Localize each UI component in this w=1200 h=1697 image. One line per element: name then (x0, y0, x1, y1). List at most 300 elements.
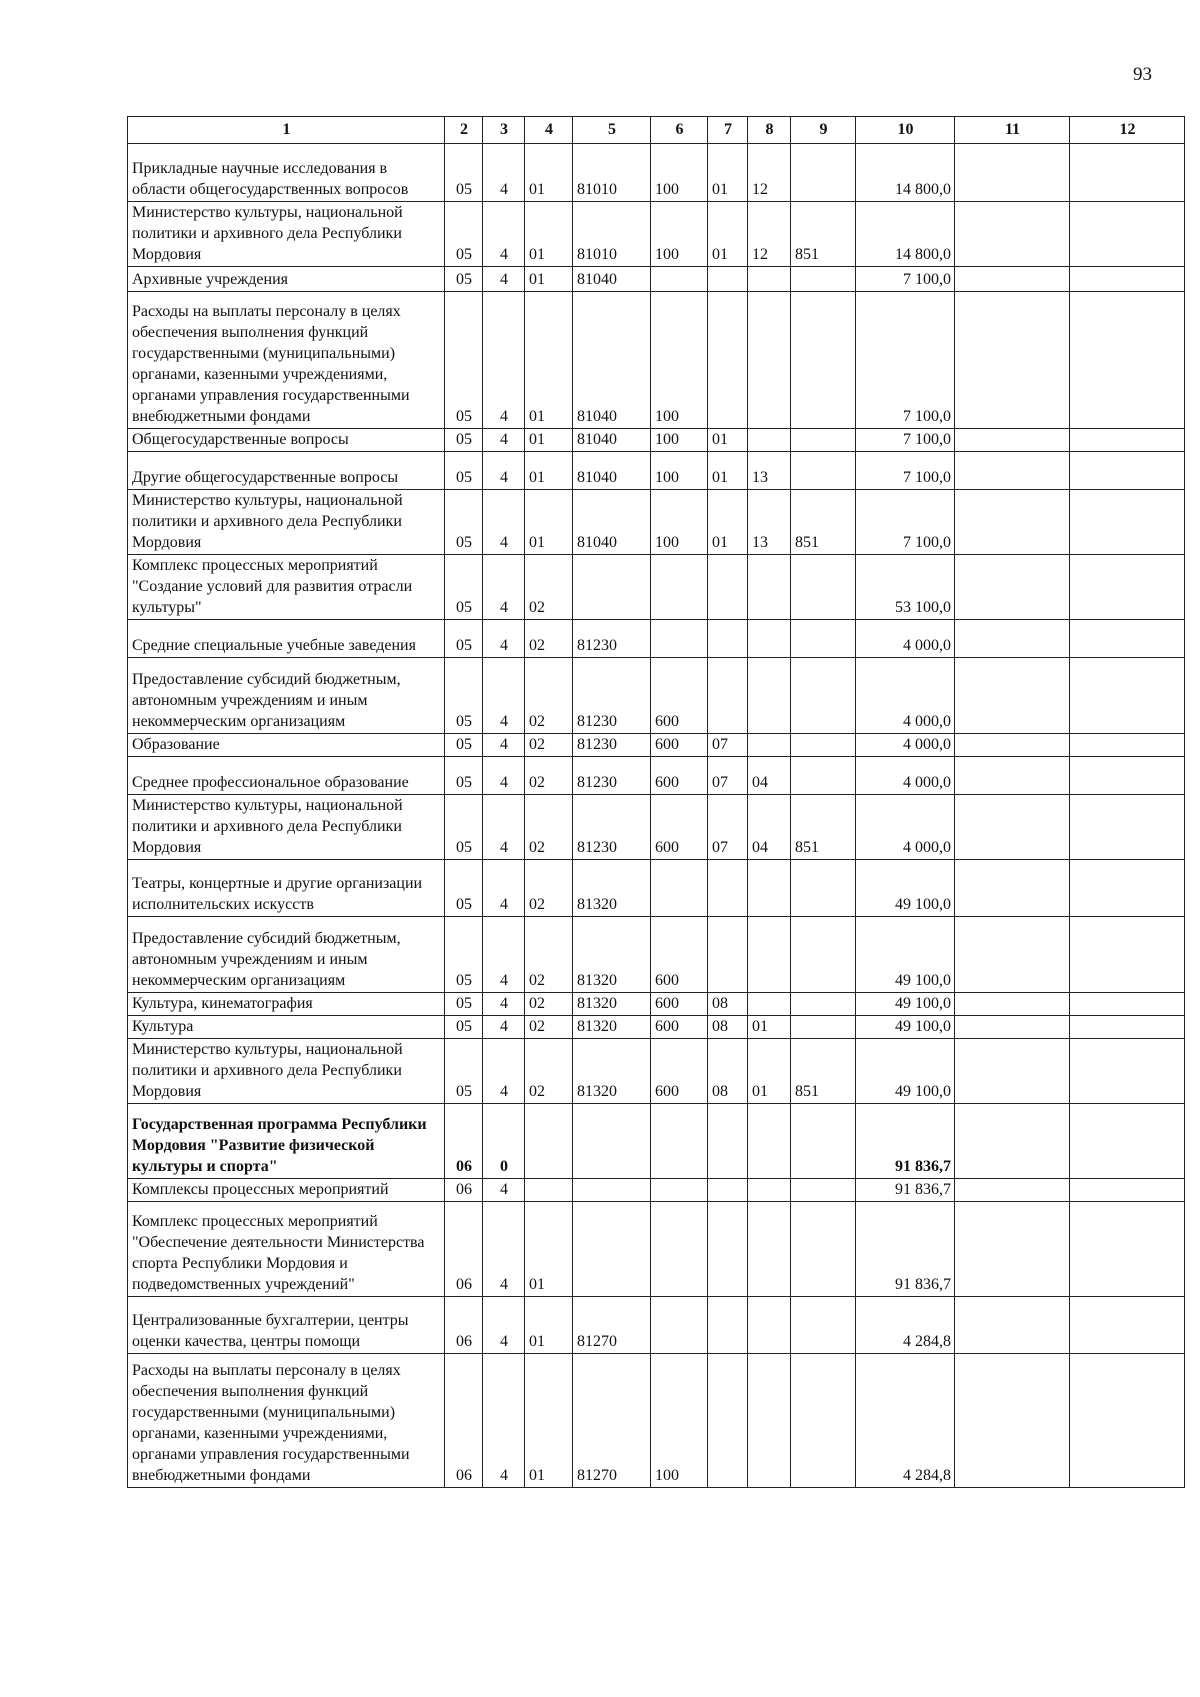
name-cell: Средние специальные учебные заведения (128, 620, 445, 658)
amount-cell: 91 836,7 (856, 1202, 955, 1297)
col5-cell (573, 1104, 651, 1179)
col3-cell: 4 (483, 658, 525, 734)
table-row (128, 1297, 1185, 1354)
col7-cell: 01 (708, 144, 748, 202)
header-row (128, 117, 1185, 144)
col11-cell (955, 202, 1070, 267)
col2-cell: 05 (445, 860, 483, 917)
col2-cell: 06 (445, 1202, 483, 1297)
col2-cell: 05 (445, 795, 483, 860)
col7-cell: 01 (708, 452, 748, 490)
col7-cell: 01 (708, 429, 748, 452)
table-row (128, 292, 1185, 429)
col3-cell: 4 (483, 555, 525, 620)
col8-cell (748, 555, 791, 620)
col6-cell: 600 (651, 734, 708, 757)
col2-cell: 05 (445, 1039, 483, 1104)
col12-cell (1070, 734, 1185, 757)
table-row (128, 1039, 1185, 1104)
name-cell: Министерство культуры, национальной политики и архивного дела Республики Мордовия (128, 490, 445, 555)
col12-cell (1070, 620, 1185, 658)
col6-cell (651, 1202, 708, 1297)
table-row (128, 917, 1185, 993)
col5-cell: 81320 (573, 917, 651, 993)
header-cell: 8 (748, 117, 791, 144)
col5-cell: 81010 (573, 144, 651, 202)
col3-cell: 4 (483, 429, 525, 452)
amount-cell: 7 100,0 (856, 267, 955, 292)
col8-cell: 01 (748, 1016, 791, 1039)
col2-cell: 05 (445, 555, 483, 620)
col11-cell (955, 452, 1070, 490)
table-row (128, 860, 1185, 917)
col11-cell (955, 1039, 1070, 1104)
name-cell: Другие общегосударственные вопросы (128, 452, 445, 490)
col5-cell: 81040 (573, 429, 651, 452)
col6-cell: 100 (651, 429, 708, 452)
col11-cell (955, 757, 1070, 795)
col9-cell (791, 917, 856, 993)
col5-cell: 81230 (573, 795, 651, 860)
col12-cell (1070, 144, 1185, 202)
col12-cell (1070, 860, 1185, 917)
col9-cell (791, 993, 856, 1016)
col12-cell (1070, 1297, 1185, 1354)
col2-cell: 05 (445, 202, 483, 267)
col8-cell: 04 (748, 795, 791, 860)
header-cell: 5 (573, 117, 651, 144)
col12-cell (1070, 202, 1185, 267)
name-cell: Театры, концертные и другие организации исполнительских искусств (128, 860, 445, 917)
table-row (128, 734, 1185, 757)
col3-cell: 4 (483, 734, 525, 757)
col3-cell: 4 (483, 1179, 525, 1202)
col12-cell (1070, 993, 1185, 1016)
col12-cell (1070, 1016, 1185, 1039)
header-cell: 7 (708, 117, 748, 144)
col11-cell (955, 658, 1070, 734)
col9-cell (791, 1202, 856, 1297)
col2-cell: 06 (445, 1104, 483, 1179)
col5-cell: 81270 (573, 1297, 651, 1354)
amount-cell: 4 000,0 (856, 795, 955, 860)
col5-cell: 81040 (573, 490, 651, 555)
col7-cell (708, 1179, 748, 1202)
header-cell: 1 (128, 117, 445, 144)
col6-cell: 100 (651, 490, 708, 555)
col8-cell (748, 658, 791, 734)
col9-cell: 851 (791, 1039, 856, 1104)
col9-cell (791, 1016, 856, 1039)
col6-cell (651, 1297, 708, 1354)
amount-cell: 53 100,0 (856, 555, 955, 620)
col11-cell (955, 429, 1070, 452)
amount-cell: 4 000,0 (856, 734, 955, 757)
col2-cell: 05 (445, 490, 483, 555)
col11-cell (955, 1016, 1070, 1039)
col7-cell: 01 (708, 490, 748, 555)
col11-cell (955, 993, 1070, 1016)
col8-cell: 13 (748, 490, 791, 555)
col5-cell: 81040 (573, 452, 651, 490)
col7-cell: 08 (708, 1016, 748, 1039)
col12-cell (1070, 917, 1185, 993)
col2-cell: 06 (445, 1354, 483, 1488)
amount-cell: 4 284,8 (856, 1297, 955, 1354)
amount-cell: 49 100,0 (856, 917, 955, 993)
col2-cell: 06 (445, 1179, 483, 1202)
col5-cell: 81320 (573, 993, 651, 1016)
col3-cell: 4 (483, 1202, 525, 1297)
col3-cell: 4 (483, 267, 525, 292)
col6-cell: 100 (651, 1354, 708, 1488)
col11-cell (955, 490, 1070, 555)
col2-cell: 05 (445, 734, 483, 757)
header-cell: 11 (955, 117, 1070, 144)
col11-cell (955, 267, 1070, 292)
col8-cell (748, 993, 791, 1016)
col9-cell (791, 757, 856, 795)
col6-cell (651, 860, 708, 917)
name-cell: Образование (128, 734, 445, 757)
header-cell: 6 (651, 117, 708, 144)
col9-cell (791, 429, 856, 452)
col7-cell: 07 (708, 795, 748, 860)
col11-cell (955, 620, 1070, 658)
col4-cell: 01 (525, 267, 573, 292)
col7-cell (708, 1202, 748, 1297)
col4-cell: 02 (525, 757, 573, 795)
amount-cell: 7 100,0 (856, 292, 955, 429)
col11-cell (955, 795, 1070, 860)
col6-cell: 600 (651, 993, 708, 1016)
col2-cell: 05 (445, 917, 483, 993)
col6-cell: 600 (651, 795, 708, 860)
col6-cell (651, 555, 708, 620)
col11-cell (955, 1354, 1070, 1488)
col6-cell: 100 (651, 452, 708, 490)
col6-cell: 600 (651, 757, 708, 795)
name-cell: Министерство культуры, национальной политики и архивного дела Республики Мордовия (128, 202, 445, 267)
col8-cell (748, 1104, 791, 1179)
col11-cell (955, 734, 1070, 757)
amount-cell: 7 100,0 (856, 429, 955, 452)
col4-cell: 02 (525, 993, 573, 1016)
table-row (128, 452, 1185, 490)
col7-cell (708, 620, 748, 658)
col2-cell: 05 (445, 993, 483, 1016)
name-cell: Государственная программа Республики Мордовия "Развитие физической культуры и спорта" (128, 1104, 445, 1179)
col2-cell: 05 (445, 292, 483, 429)
col5-cell: 81230 (573, 757, 651, 795)
amount-cell: 7 100,0 (856, 490, 955, 555)
col3-cell: 4 (483, 993, 525, 1016)
col12-cell (1070, 1354, 1185, 1488)
amount-cell: 7 100,0 (856, 452, 955, 490)
amount-cell: 4 000,0 (856, 620, 955, 658)
col12-cell (1070, 795, 1185, 860)
table-row (128, 1016, 1185, 1039)
col9-cell (791, 1179, 856, 1202)
col11-cell (955, 1202, 1070, 1297)
col2-cell: 05 (445, 757, 483, 795)
col6-cell: 600 (651, 1016, 708, 1039)
amount-cell: 4 284,8 (856, 1354, 955, 1488)
col9-cell: 851 (791, 795, 856, 860)
col8-cell: 04 (748, 757, 791, 795)
col3-cell: 4 (483, 1039, 525, 1104)
col3-cell: 4 (483, 860, 525, 917)
col9-cell (791, 555, 856, 620)
header-cell: 4 (525, 117, 573, 144)
col7-cell (708, 1297, 748, 1354)
col5-cell (573, 1179, 651, 1202)
col7-cell (708, 1354, 748, 1488)
col3-cell: 4 (483, 620, 525, 658)
name-cell: Комплекс процессных мероприятий "Обеспечение деятельности Министерства спорта Республики Мордовия и подведомственных учреждений" (128, 1202, 445, 1297)
col4-cell: 01 (525, 292, 573, 429)
col5-cell: 81040 (573, 267, 651, 292)
name-cell: Культура, кинематография (128, 993, 445, 1016)
col4-cell: 01 (525, 429, 573, 452)
col8-cell (748, 1297, 791, 1354)
col7-cell: 07 (708, 757, 748, 795)
col2-cell: 05 (445, 267, 483, 292)
col5-cell: 81040 (573, 292, 651, 429)
col12-cell (1070, 1179, 1185, 1202)
col9-cell: 851 (791, 490, 856, 555)
header-cell: 2 (445, 117, 483, 144)
col4-cell: 02 (525, 658, 573, 734)
col11-cell (955, 555, 1070, 620)
col11-cell (955, 1179, 1070, 1202)
col9-cell (791, 267, 856, 292)
col5-cell (573, 555, 651, 620)
col8-cell: 12 (748, 144, 791, 202)
col11-cell (955, 144, 1070, 202)
col2-cell: 05 (445, 452, 483, 490)
amount-cell: 49 100,0 (856, 1039, 955, 1104)
col9-cell (791, 1354, 856, 1488)
col4-cell: 02 (525, 795, 573, 860)
col3-cell: 4 (483, 490, 525, 555)
col4-cell: 02 (525, 860, 573, 917)
header-cell: 3 (483, 117, 525, 144)
col6-cell (651, 620, 708, 658)
col4-cell: 02 (525, 1016, 573, 1039)
table-row (128, 757, 1185, 795)
table-row (128, 202, 1185, 267)
col11-cell (955, 1297, 1070, 1354)
amount-cell: 4 000,0 (856, 757, 955, 795)
col6-cell (651, 267, 708, 292)
col8-cell (748, 1179, 791, 1202)
col4-cell: 01 (525, 490, 573, 555)
col2-cell: 06 (445, 1297, 483, 1354)
col9-cell (791, 292, 856, 429)
col7-cell (708, 267, 748, 292)
col3-cell: 4 (483, 452, 525, 490)
col7-cell (708, 658, 748, 734)
amount-cell: 91 836,7 (856, 1179, 955, 1202)
col2-cell: 05 (445, 144, 483, 202)
col5-cell: 81320 (573, 1039, 651, 1104)
name-cell: Министерство культуры, национальной политики и архивного дела Республики Мордовия (128, 795, 445, 860)
col12-cell (1070, 429, 1185, 452)
col5-cell: 81230 (573, 620, 651, 658)
col11-cell (955, 1104, 1070, 1179)
col2-cell: 05 (445, 620, 483, 658)
col2-cell: 05 (445, 429, 483, 452)
name-cell: Культура (128, 1016, 445, 1039)
col4-cell (525, 1179, 573, 1202)
col8-cell (748, 917, 791, 993)
col12-cell (1070, 1039, 1185, 1104)
name-cell: Расходы на выплаты персоналу в целях обеспечения выполнения функций государственными (муниципальными) органами, казенными учреждениями, органами управления государственными внебюджетными фондами (128, 292, 445, 429)
col3-cell: 4 (483, 757, 525, 795)
col6-cell: 600 (651, 1039, 708, 1104)
col8-cell (748, 429, 791, 452)
col12-cell (1070, 452, 1185, 490)
col6-cell (651, 1104, 708, 1179)
amount-cell: 49 100,0 (856, 1016, 955, 1039)
col3-cell: 4 (483, 1297, 525, 1354)
col7-cell: 07 (708, 734, 748, 757)
amount-cell: 49 100,0 (856, 993, 955, 1016)
table-row (128, 1354, 1185, 1488)
col3-cell: 4 (483, 1354, 525, 1488)
col9-cell (791, 734, 856, 757)
col12-cell (1070, 267, 1185, 292)
col5-cell: 81320 (573, 860, 651, 917)
col6-cell: 100 (651, 292, 708, 429)
col8-cell (748, 267, 791, 292)
table-row (128, 429, 1185, 452)
table-row (128, 555, 1185, 620)
table-row (128, 795, 1185, 860)
table-row (128, 993, 1185, 1016)
name-cell: Предоставление субсидий бюджетным, автономным учреждениям и иным некоммерческим организациям (128, 658, 445, 734)
name-cell: Среднее профессиональное образование (128, 757, 445, 795)
col3-cell: 0 (483, 1104, 525, 1179)
col3-cell: 4 (483, 144, 525, 202)
col11-cell (955, 860, 1070, 917)
col3-cell: 4 (483, 795, 525, 860)
col9-cell (791, 658, 856, 734)
col5-cell: 81320 (573, 1016, 651, 1039)
col8-cell (748, 292, 791, 429)
col2-cell: 05 (445, 658, 483, 734)
col5-cell: 81270 (573, 1354, 651, 1488)
header-cell: 12 (1070, 117, 1185, 144)
name-cell: Архивные учреждения (128, 267, 445, 292)
table-row (128, 1104, 1185, 1179)
col11-cell (955, 917, 1070, 993)
table-row (128, 658, 1185, 734)
col9-cell (791, 144, 856, 202)
name-cell: Расходы на выплаты персоналу в целях обеспечения выполнения функций государственными (муниципальными) органами, казенными учреждениями, органами управления государственными внебюджетными фондами (128, 1354, 445, 1488)
col6-cell (651, 1179, 708, 1202)
col12-cell (1070, 757, 1185, 795)
col4-cell: 01 (525, 1297, 573, 1354)
col7-cell (708, 555, 748, 620)
name-cell: Прикладные научные исследования в области общегосударственных вопросов (128, 144, 445, 202)
table-row (128, 1179, 1185, 1202)
col4-cell: 02 (525, 734, 573, 757)
name-cell: Комплекс процессных мероприятий "Создание условий для развития отрасли культуры" (128, 555, 445, 620)
table-row (128, 620, 1185, 658)
col4-cell: 02 (525, 620, 573, 658)
col12-cell (1070, 555, 1185, 620)
amount-cell: 14 800,0 (856, 144, 955, 202)
col7-cell (708, 860, 748, 917)
col4-cell: 01 (525, 144, 573, 202)
col7-cell: 01 (708, 202, 748, 267)
col4-cell: 02 (525, 917, 573, 993)
col8-cell: 13 (748, 452, 791, 490)
col12-cell (1070, 1202, 1185, 1297)
col9-cell (791, 452, 856, 490)
col8-cell: 01 (748, 1039, 791, 1104)
col8-cell (748, 1354, 791, 1488)
col4-cell (525, 1104, 573, 1179)
col2-cell: 05 (445, 1016, 483, 1039)
col4-cell: 02 (525, 1039, 573, 1104)
col4-cell: 01 (525, 1202, 573, 1297)
col3-cell: 4 (483, 202, 525, 267)
col6-cell: 100 (651, 202, 708, 267)
col5-cell (573, 1202, 651, 1297)
col8-cell (748, 620, 791, 658)
col11-cell (955, 292, 1070, 429)
col9-cell (791, 860, 856, 917)
col3-cell: 4 (483, 292, 525, 429)
table-row (128, 490, 1185, 555)
col9-cell: 851 (791, 202, 856, 267)
col5-cell: 81230 (573, 734, 651, 757)
budget-table (127, 116, 1185, 1488)
name-cell: Общегосударственные вопросы (128, 429, 445, 452)
col5-cell: 81230 (573, 658, 651, 734)
col9-cell (791, 1104, 856, 1179)
col6-cell: 100 (651, 144, 708, 202)
col9-cell (791, 1297, 856, 1354)
col6-cell: 600 (651, 917, 708, 993)
col9-cell (791, 620, 856, 658)
col12-cell (1070, 1104, 1185, 1179)
name-cell: Комплексы процессных мероприятий (128, 1179, 445, 1202)
col8-cell (748, 1202, 791, 1297)
header-cell: 10 (856, 117, 955, 144)
amount-cell: 91 836,7 (856, 1104, 955, 1179)
name-cell: Министерство культуры, национальной политики и архивного дела Республики Мордовия (128, 1039, 445, 1104)
amount-cell: 4 000,0 (856, 658, 955, 734)
col7-cell (708, 1104, 748, 1179)
col4-cell: 01 (525, 452, 573, 490)
col6-cell: 600 (651, 658, 708, 734)
col4-cell: 01 (525, 202, 573, 267)
header-cell: 9 (791, 117, 856, 144)
amount-cell: 14 800,0 (856, 202, 955, 267)
amount-cell: 49 100,0 (856, 860, 955, 917)
col3-cell: 4 (483, 1016, 525, 1039)
col7-cell (708, 917, 748, 993)
col7-cell (708, 292, 748, 429)
table-row (128, 144, 1185, 202)
col7-cell: 08 (708, 993, 748, 1016)
name-cell: Предоставление субсидий бюджетным, автономным учреждениям и иным некоммерческим организациям (128, 917, 445, 993)
col12-cell (1070, 292, 1185, 429)
